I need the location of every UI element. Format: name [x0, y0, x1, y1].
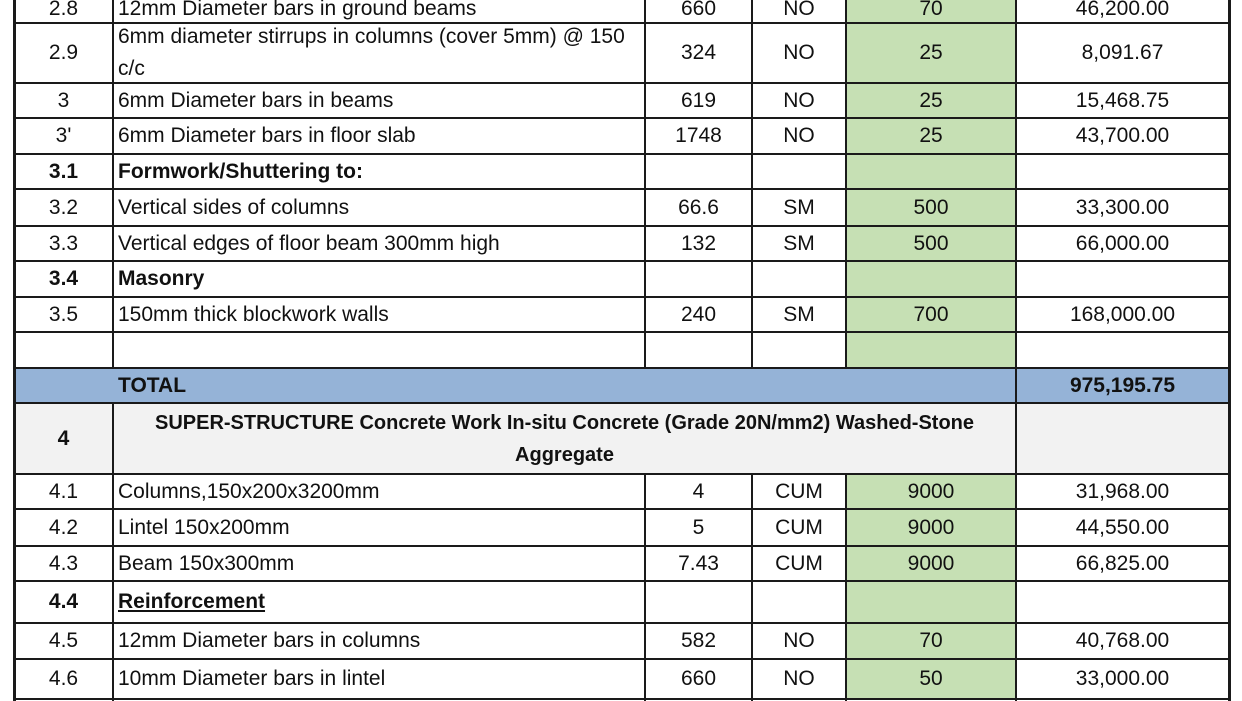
heading-number: 3.1 [48, 159, 79, 183]
item-number: 4.6 [48, 667, 79, 690]
total-amount: 975,195.75 [1069, 373, 1176, 397]
grid-line-vertical [845, 0, 847, 368]
table-row [0, 368, 1242, 403]
item-description: 6mm Diameter bars in beams [118, 88, 394, 112]
item-number: 2.8 [48, 0, 79, 20]
empty-cell [1016, 581, 1229, 623]
item-amount: 66,000.00 [1075, 231, 1170, 255]
table-row [0, 0, 1242, 23]
grid-line-horizontal [14, 296, 1229, 298]
item-rate: 9000 [846, 474, 1016, 509]
grid-line-horizontal [14, 22, 1229, 24]
empty-cell [1016, 154, 1229, 189]
item-quantity: 619 [680, 88, 717, 112]
grid-line-vertical [112, 0, 114, 368]
grid-line-vertical [751, 0, 753, 368]
heading-title: Formwork/Shuttering to: [118, 159, 363, 183]
item-quantity: 4 [692, 479, 705, 503]
total-label: TOTAL [118, 373, 187, 397]
grid-line-horizontal [14, 545, 1229, 547]
item-description: 12mm Diameter bars in columns [118, 629, 421, 652]
grid-line-horizontal [14, 331, 1229, 333]
grid-line-horizontal [14, 153, 1229, 155]
table-row [0, 332, 1242, 368]
item-amount: 33,000.00 [1075, 667, 1170, 690]
item-quantity: 324 [680, 41, 717, 64]
item-quantity: 660 [680, 0, 717, 20]
grid-line-horizontal [14, 402, 1229, 404]
item-description: 12mm Diameter bars in ground beams [118, 0, 477, 20]
item-unit: SM [783, 302, 815, 326]
item-quantity: 240 [680, 302, 717, 326]
item-rate: 700 [846, 297, 1016, 332]
item-description: Vertical edges of floor beam 300mm high [118, 231, 500, 255]
empty-cell [645, 332, 752, 368]
empty-cell [1016, 403, 1229, 474]
item-rate: 500 [846, 189, 1016, 226]
item-rate: 70 [846, 623, 1016, 659]
grid-line-vertical [644, 0, 646, 368]
item-unit: NO [783, 88, 815, 112]
item-unit: SM [783, 231, 815, 255]
item-quantity: 660 [680, 667, 717, 690]
item-amount: 33,300.00 [1075, 195, 1170, 219]
empty-cell [752, 581, 846, 623]
table-row [0, 118, 1242, 154]
item-amount: 40,768.00 [1075, 629, 1170, 652]
table-row [0, 23, 1242, 83]
grid-line-vertical [112, 403, 114, 701]
item-amount: 168,000.00 [1069, 302, 1176, 326]
empty-cell [846, 332, 1016, 368]
item-rate: 70 [846, 0, 1016, 23]
item-number: 4.3 [48, 551, 79, 575]
item-amount: 31,968.00 [1075, 479, 1170, 503]
item-description: Beam 150x300mm [118, 551, 295, 575]
item-number: 2.9 [48, 41, 79, 64]
item-number: 4.2 [48, 515, 79, 539]
grid-line-horizontal [14, 188, 1229, 190]
item-quantity: 582 [680, 629, 717, 652]
table-row [0, 297, 1242, 332]
grid-line-horizontal [14, 260, 1229, 262]
table-row [0, 403, 1242, 474]
item-description: Lintel 150x200mm [118, 515, 290, 539]
item-unit: CUM [775, 479, 823, 503]
rate-cell-empty [846, 581, 1016, 623]
item-rate: 25 [846, 23, 1016, 83]
item-quantity: 5 [692, 515, 705, 539]
grid-line-horizontal [14, 473, 1229, 475]
empty-cell [14, 332, 113, 368]
item-amount: 44,550.00 [1075, 515, 1170, 539]
table-row [0, 474, 1242, 509]
table-row [0, 509, 1242, 546]
item-quantity: 7.43 [678, 551, 719, 575]
item-description: 6mm diameter stirrups in columns (cover 5mm) @ 150 c/c [118, 25, 625, 80]
grid-line-vertical [1015, 0, 1017, 701]
item-description: 10mm Diameter bars in lintel [118, 667, 386, 690]
item-amount: 46,200.00 [1075, 0, 1170, 20]
item-unit: CUM [775, 515, 823, 539]
item-number: 3 [57, 88, 70, 112]
empty-cell [645, 261, 752, 297]
item-amount: 66,825.00 [1075, 551, 1170, 575]
item-rate: 9000 [846, 509, 1016, 546]
item-quantity: 66.6 [678, 195, 719, 219]
grid-line-vertical [13, 0, 16, 701]
rate-cell-empty [846, 261, 1016, 297]
empty-cell [645, 154, 752, 189]
section-number: 4 [57, 426, 70, 450]
item-rate: 25 [846, 83, 1016, 118]
grid-line-vertical [751, 474, 753, 701]
item-unit: SM [783, 195, 815, 219]
table-row [0, 581, 1242, 623]
item-unit: CUM [775, 551, 823, 575]
table-row [0, 546, 1242, 581]
item-amount: 43,700.00 [1075, 124, 1170, 147]
item-unit: NO [783, 124, 815, 147]
heading-number: 3.4 [48, 267, 79, 290]
table-row [0, 261, 1242, 297]
item-number: 3.3 [48, 231, 79, 255]
item-rate: 50 [846, 659, 1016, 699]
item-description: 150mm thick blockwork walls [118, 302, 389, 326]
heading-number: 4.4 [48, 590, 79, 613]
item-unit: NO [783, 0, 815, 20]
item-number: 4.1 [48, 479, 79, 503]
table-row [0, 623, 1242, 659]
table-row [0, 226, 1242, 261]
empty-cell [645, 581, 752, 623]
grid-line-horizontal [14, 117, 1229, 119]
rate-cell-empty [846, 154, 1016, 189]
grid-line-horizontal [14, 580, 1229, 582]
item-description: Columns,150x200x3200mm [118, 479, 380, 503]
grid-line-vertical [1228, 0, 1231, 701]
grid-line-horizontal [14, 658, 1229, 660]
grid-line-horizontal [14, 367, 1229, 369]
grid-line-horizontal [14, 622, 1229, 624]
item-number: 3.2 [48, 195, 79, 219]
item-amount: 8,091.67 [1081, 41, 1164, 64]
empty-cell [113, 332, 645, 368]
grid-line-horizontal [14, 82, 1229, 84]
heading-title: Reinforcement [118, 590, 266, 613]
grid-line-horizontal [14, 225, 1229, 227]
grid-line-vertical [644, 474, 646, 701]
item-description: Vertical sides of columns [118, 195, 350, 219]
item-rate: 9000 [846, 546, 1016, 581]
item-unit: NO [783, 629, 815, 652]
grid-line-horizontal [14, 698, 1229, 700]
table-row [0, 154, 1242, 189]
heading-title: Masonry [118, 267, 205, 290]
item-unit: NO [783, 41, 815, 64]
item-description: 6mm Diameter bars in floor slab [118, 124, 416, 147]
item-quantity: 132 [680, 231, 717, 255]
item-number: 3.5 [48, 302, 79, 326]
item-quantity: 1748 [675, 124, 722, 147]
empty-cell [752, 261, 846, 297]
grid-line-vertical [845, 474, 847, 701]
item-rate: 25 [846, 118, 1016, 154]
table-row [0, 659, 1242, 699]
empty-cell [1016, 332, 1229, 368]
empty-cell [752, 154, 846, 189]
item-number: 3' [55, 124, 72, 147]
item-number: 4.5 [48, 629, 79, 652]
section-title: SUPER-STRUCTURE Concrete Work In-situ Concrete (Grade 20N/mm2) Washed-Stone Aggregate [154, 411, 974, 466]
item-rate: 500 [846, 226, 1016, 261]
empty-cell [1016, 261, 1229, 297]
item-amount: 15,468.75 [1075, 88, 1170, 112]
table-row [0, 189, 1242, 226]
empty-cell [752, 332, 846, 368]
table-row [0, 83, 1242, 118]
item-unit: NO [783, 667, 815, 690]
grid-line-horizontal [14, 508, 1229, 510]
